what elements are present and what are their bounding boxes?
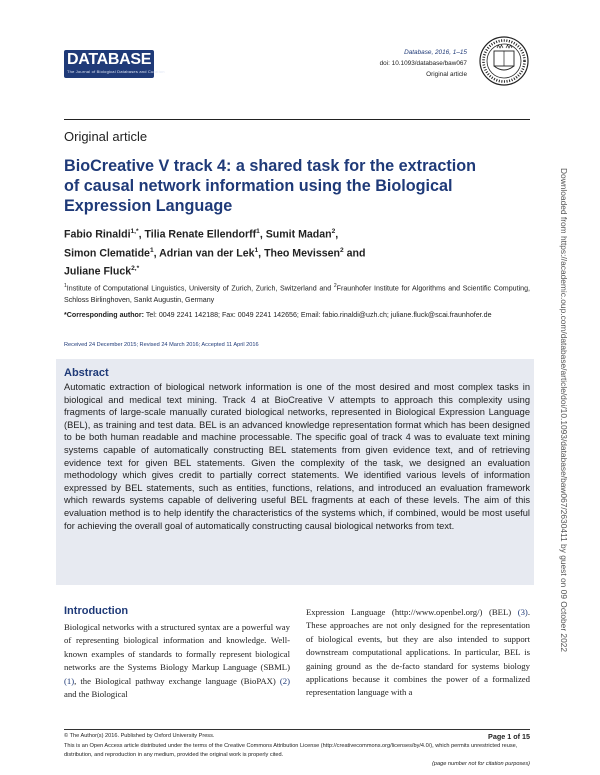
oxford-university-seal-icon <box>479 36 529 86</box>
intro-text: . These approaches are not only designed for the representation of biological events, but they are also intended to support downstream computational applications. In particular, BEL is gaining ground as the de-facto standard for systems biology applications because it combines the power of a formalized representation language with a <box>306 607 530 698</box>
corresponding-author <box>64 310 530 322</box>
introduction-column-right <box>306 606 530 700</box>
corresponding-details: Tel: 0049 2241 142188; Fax: 0049 2241 142656; Email: fabio.rinaldi@uzh.ch; juliane.fluck@scai.fraunhofer.de <box>144 311 492 319</box>
logo-text: DATABASE <box>67 51 152 68</box>
page-number: Page 1 of 15 <box>488 732 530 741</box>
author-name[interactable]: Theo Mevissen <box>264 247 341 260</box>
intro-text: , the Biological pathway exchange language (BioPAX) <box>74 675 280 686</box>
author-name[interactable]: Tilia Renate Ellendorff <box>144 228 257 241</box>
author-affiliation-mark: 2,* <box>131 265 140 273</box>
author-name[interactable]: Juliane Fluck <box>64 265 132 278</box>
footer <box>64 732 530 761</box>
author-name[interactable]: Simon Clematide <box>64 247 150 260</box>
affiliation-2: Fraunhofer Institute for Algorithms and Scientific Computing, Schloss Birlinghoven, Sankt Augustin, Germany <box>64 284 531 304</box>
received-dates: Received 24 December 2015; Revised 24 March 2016; Accepted 11 April 2016 <box>64 342 259 348</box>
download-watermark: Downloaded from https://academic.oup.com/database/article/doi/10.1093/database/baw067/2630411 by guest on 09 October 2022 <box>559 168 569 653</box>
author-name[interactable]: Fabio Rinaldi <box>64 228 131 241</box>
footer-rule <box>64 729 530 730</box>
reference-link[interactable]: (3) <box>517 607 528 617</box>
reference-link[interactable]: (1) <box>64 675 75 686</box>
article-type-header: Original article <box>426 71 467 78</box>
intro-text: Biological networks with a structured syntax are a powerful way of representing biological information and knowledge. Well-known examples of standards to formally represent biological networks are the Systems Biology Markup Language (SBML) <box>64 622 290 673</box>
author-list: Fabio Rinaldi$^{1,*}$, Tilia Renate Ellendorff$^1$, Sumit Madan$^2$, Simon Clematide$^1$, Adrian van der Lek$^1$, Theo Mevissen$^2$ and Juliane Fluck$^{2,*}$ <box>64 228 366 278</box>
author-affiliation-mark: 1 <box>254 246 259 254</box>
header-rule <box>64 119 530 120</box>
author-affiliation-mark: 2 <box>331 228 336 235</box>
introduction-column-left <box>64 621 290 701</box>
doi[interactable]: doi: 10.1093/database/baw067 <box>379 60 467 67</box>
abstract-heading: Abstract <box>64 367 109 379</box>
journal-ref: Database, 2016, 1–15 <box>404 49 467 56</box>
intro-text: Expression Language (http://www.openbel.org/) (BEL) <box>306 607 518 617</box>
intro-text: and the Biological <box>64 689 128 700</box>
introduction-heading: Introduction <box>64 605 129 617</box>
copyright: © The Author(s) 2016. Published by Oxford University Press. <box>64 733 215 739</box>
database-logo[interactable] <box>64 50 165 78</box>
logo-subtitle: The Journal of Biological Databases and Curation <box>67 69 165 74</box>
corresponding-label: *Corresponding author: <box>64 311 144 319</box>
author-affiliation-mark: 1 <box>149 246 154 254</box>
page-number-note: (page number not for citation purposes) <box>432 761 530 767</box>
article-title: BioCreative V track 4: a shared task for the extraction of causal network information using the Biological Expression Language <box>64 157 477 215</box>
license-text: This is an Open Access article distributed under the terms of the Creative Commons Attribution License (http://creativecommons.org/licenses/by/4.0/), which permits unrestricted reuse, distribution, and reproduction in any medium, provided the original work is properly cited. <box>64 742 518 759</box>
author-affiliation-mark: 1,* <box>130 228 139 235</box>
author-affiliation-mark: 2 <box>340 246 344 254</box>
article-type: Original article <box>64 129 148 144</box>
reference-link[interactable]: (2) <box>279 675 290 686</box>
author-name[interactable]: Adrian van der Lek <box>159 247 255 260</box>
author-affiliation-mark: 1 <box>256 228 260 235</box>
affiliations: $^1$Institute of Computational Linguistics, University of Zurich, Zurich, Switzerland and $^2$Fraunhofer Institute for Algorithms and Scientific Computing, Schloss Birlinghoven, Sankt Augustin, Germany <box>64 283 531 304</box>
affiliation-1: Institute of Computational Linguistics, University of Zurich, Zurich, Switzerland and <box>66 284 334 293</box>
journal-info <box>380 47 467 80</box>
author-name[interactable]: Sumit Madan <box>265 228 332 241</box>
abstract-text: Automatic extraction of biological network information is one of the most desired and most complex tasks in biological and medical text mining. Track 4 at BioCreative V attempts to approach this complexity using fragments of large-scale manually curated biological networks, represented in Biological Expression Language (BEL), as training and test data. BEL is an advanced knowledge representation format which has been designed to be both human readable and machine processable. The specific goal of track 4 was to evaluate text mining systems capable of automatically constructing BEL statements from given evidence text, and of retrieving evidence text for given BEL statements. Given the complexity of the task, we designed an evaluation methodology which gives credit to partially correct statements. We identified various levels of information expressed by BEL statements, such as entities, functions, relations, and introduced an evaluation framework which rewards systems capable of delivering useful BEL fragments at each of these levels. The aim of this evaluation method is to help identify the characteristics of the systems which, if combined, would be most useful for achieving the overall goal of automatically constructing causal biological networks from text. <box>64 382 530 531</box>
